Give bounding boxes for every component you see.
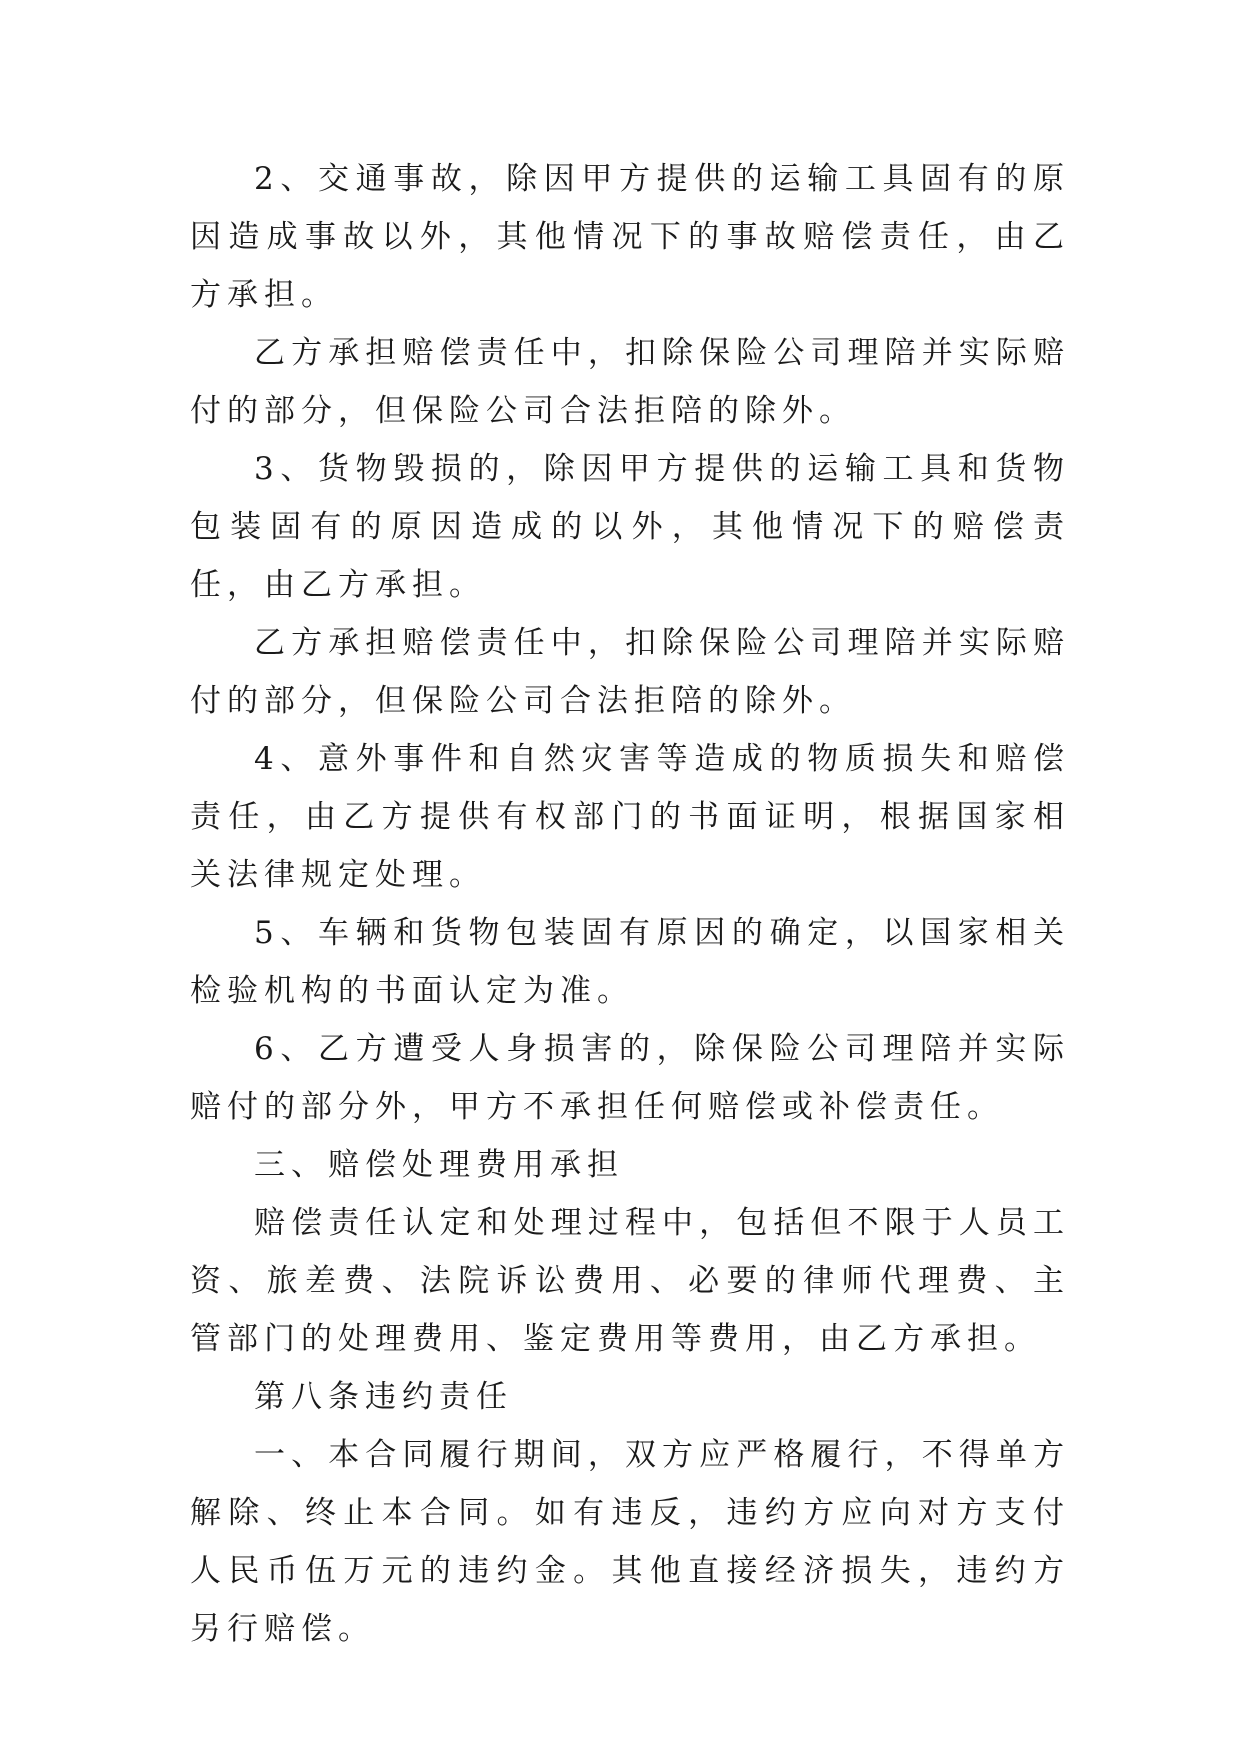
paragraph-traffic-accident: 2、交通事故，除因甲方提供的运输工具固有的原因造成事故以外，其他情况下的事故赔偿责任，由乙方承担。 (190, 161, 1070, 313)
paragraph-cargo-damage: 3、货物毁损的，除因甲方提供的运输工具和货物包装固有的原因造成的以外，其他情况下的赔偿责任，由乙方承担。 (190, 451, 1070, 603)
section-heading-costs: 三、赔偿处理费用承担 (254, 1147, 624, 1183)
article-heading-breach: 第八条违约责任 (254, 1379, 513, 1415)
paragraph-accidents-disasters: 4、意外事件和自然灾害等造成的物质损失和赔偿责任，由乙方提供有权部门的书面证明，根据国家相关法律规定处理。 (190, 741, 1070, 893)
paragraph-personal-injury: 6、乙方遭受人身损害的，除保险公司理陪并实际赔付的部分外，甲方不承担任何赔偿或补偿责任。 (190, 1031, 1070, 1125)
paragraph-breach-penalty: 一、本合同履行期间，双方应严格履行，不得单方解除、终止本合同。如有违反，违约方应向对方支付人民币伍万元的违约金。其他直接经济损失，违约方另行赔偿。 (190, 1437, 1070, 1647)
paragraph-insurance-deduction-1: 乙方承担赔偿责任中，扣除保险公司理陪并实际赔付的部分，但保险公司合法拒陪的除外。 (190, 335, 1070, 429)
paragraph-cause-determination: 5、车辆和货物包装固有原因的确定，以国家相关检验机构的书面认定为准。 (190, 915, 1070, 1009)
paragraph-cost-bearing: 赔偿责任认定和处理过程中，包括但不限于人员工资、旅差费、法院诉讼费用、必要的律师代理费、主管部门的处理费用、鉴定费用等费用，由乙方承担。 (190, 1205, 1070, 1357)
paragraph-insurance-deduction-2: 乙方承担赔偿责任中，扣除保险公司理陪并实际赔付的部分，但保险公司合法拒陪的除外。 (190, 625, 1070, 719)
document-body (190, 150, 1070, 1658)
